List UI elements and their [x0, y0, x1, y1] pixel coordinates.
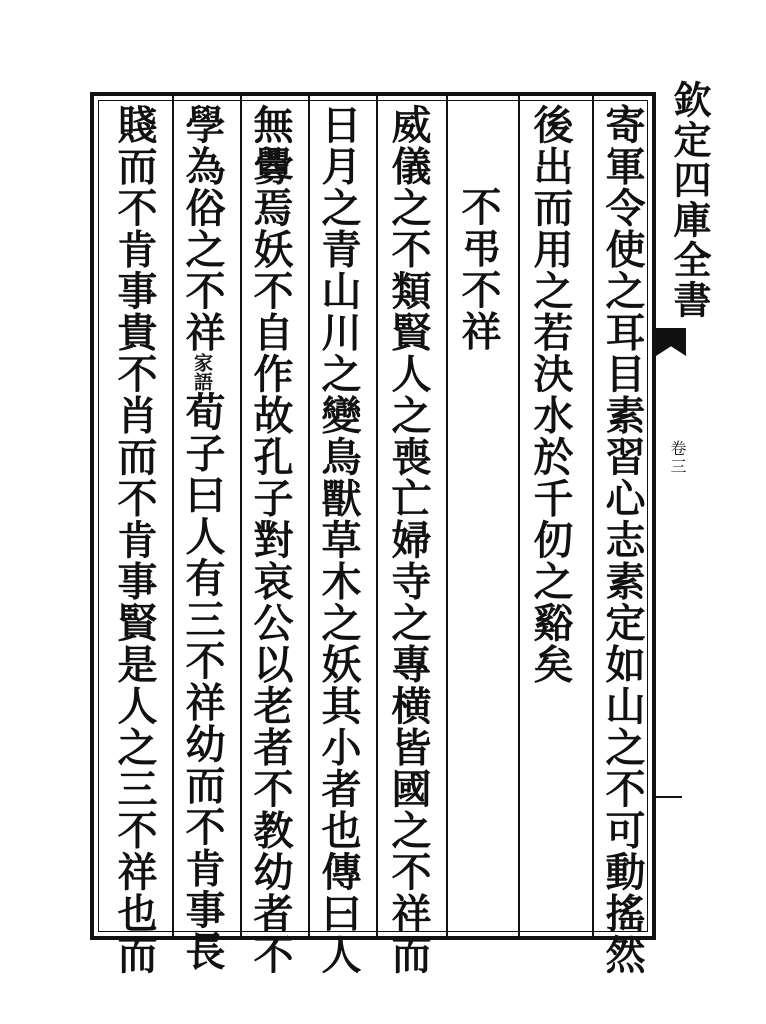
column-rule: [172, 96, 174, 936]
column-rule: [592, 96, 594, 936]
text-column-7: [179, 104, 226, 972]
column-rule: [308, 96, 310, 936]
column-rule: [446, 96, 448, 936]
volume-label: 卷三: [668, 440, 687, 476]
text-column-1: 寄軍令使之耳目素習心志素定如山之不可動搖然: [599, 104, 646, 976]
text-column-6: 無釁焉妖不自作故孔子對哀公以老者不教幼者不: [247, 104, 294, 976]
text-column-8: 賤而不肯事貴不肖而不肯事賢是人之三不祥也而: [111, 104, 158, 976]
text-column-2: 後出而用之若決水於千仞之谿矣: [527, 104, 574, 685]
banner-title: 欽定四庫全書: [667, 80, 712, 320]
column-rule: [376, 96, 378, 936]
banner-rule: [656, 796, 682, 798]
column-rule: [240, 96, 242, 936]
column-rule: [518, 96, 520, 936]
text-column-5: 日月之青山川之變鳥獸草木之妖其小者也傳曰人: [315, 104, 362, 976]
page-banner: [656, 80, 712, 948]
fishtail-mark: [656, 328, 686, 356]
text-column-heading: 不弔不祥: [455, 186, 502, 352]
annotation-note: 家語: [191, 353, 213, 391]
column-7-text-a: 學為俗之不祥: [179, 104, 226, 353]
column-7-text-b: 荀子曰人有三不祥幼而不肯事長: [179, 391, 226, 972]
text-column-4: 威儀之不類賢人之喪亡婦寺之專横皆國之不祥而: [385, 104, 432, 976]
